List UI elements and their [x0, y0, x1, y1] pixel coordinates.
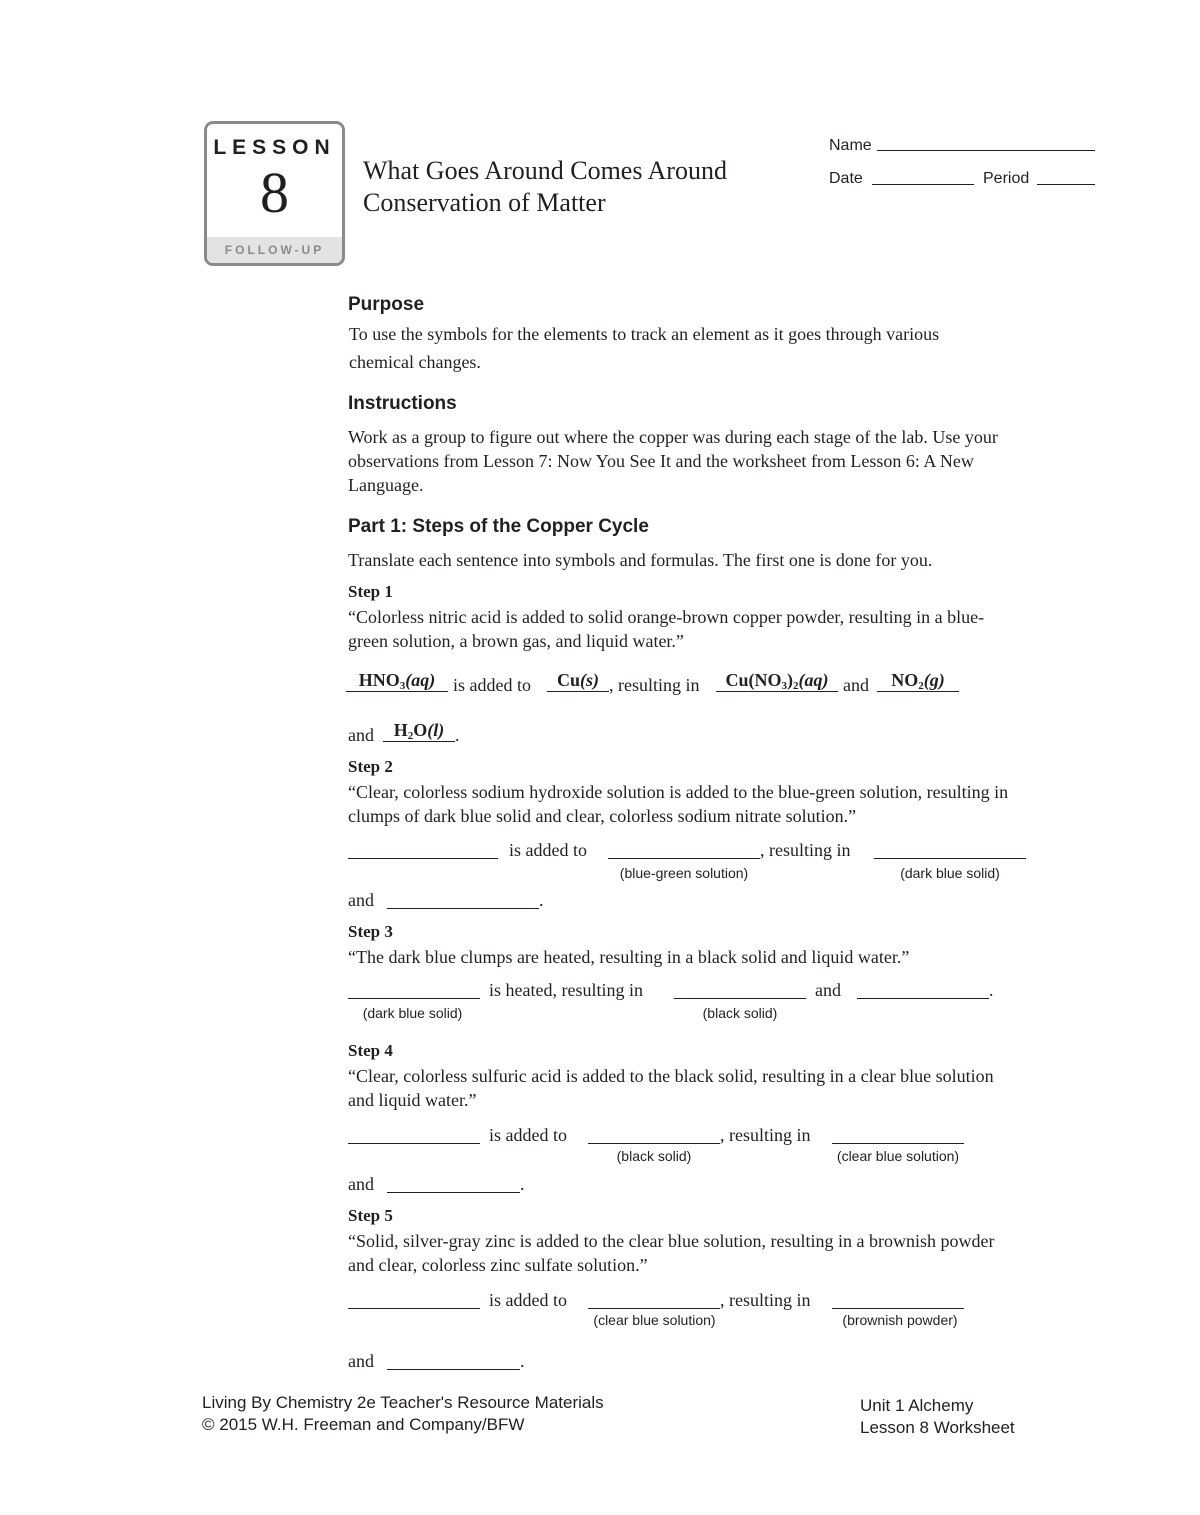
step-5-quote-line-2: and clear, colorless zinc sulfate solution.” [348, 1255, 648, 1275]
step-5-quote-line-1: “Solid, silver-gray zinc is added to the clear blue solution, resulting in a brownish powder [348, 1231, 995, 1251]
step-1-and-2: and [348, 725, 374, 745]
part1-intro: Translate each sentence into symbols and formulas. The first one is done for you. [348, 550, 933, 570]
formula-subscript: 2 [918, 680, 924, 692]
step-1-answer-b[interactable] [547, 669, 609, 692]
formula-state: (aq) [405, 670, 436, 690]
step-4-and: and [348, 1174, 374, 1194]
step-1-is-added-to: is added to [453, 675, 531, 695]
step-4-answer-b[interactable] [588, 1121, 720, 1144]
step-4-quote-line-1: “Clear, colorless sulfuric acid is added to the black solid, resulting in a clear blue solution [348, 1066, 994, 1086]
formula-text: Cu [556, 670, 580, 690]
step-1-quote [348, 605, 984, 653]
step-2-resulting-in: , resulting in [760, 840, 851, 860]
step-2-quote-line-1: “Clear, colorless sodium hydroxide solution is added to the blue-green solution, resulting in [348, 782, 1009, 802]
footer-lesson: Lesson 8 Worksheet [860, 1418, 1015, 1437]
footer-left [202, 1392, 604, 1436]
step-2-answer-d[interactable] [387, 886, 539, 909]
formula-subscript: 2 [407, 730, 414, 742]
formula-state: (aq) [798, 670, 829, 690]
step-5-answer-c[interactable] [832, 1286, 964, 1309]
formula-subscript: 3 [781, 680, 787, 692]
footer-unit: Unit 1 Alchemy [860, 1396, 974, 1415]
page-title [363, 155, 727, 219]
title-line-1: What Goes Around Comes Around [363, 156, 727, 185]
footer-copyright: © 2015 W.H. Freeman and Company/BFW [202, 1415, 525, 1434]
step-4-answer-d[interactable] [387, 1170, 520, 1193]
step-1-answer-d[interactable] [877, 669, 959, 692]
step-1-answer-a[interactable] [346, 669, 448, 692]
step-5-resulting-in: , resulting in [720, 1290, 811, 1310]
instructions-heading: Instructions [348, 393, 457, 414]
step-5-is-added-to: is added to [489, 1290, 567, 1310]
step-3-quote-line-1: “The dark blue clumps are heated, resulting in a black solid and liquid water.” [348, 947, 910, 967]
date-field[interactable] [872, 170, 974, 185]
step-5-period: . [520, 1351, 525, 1371]
footer-publication: Living By Chemistry 2e Teacher's Resource Materials [202, 1393, 604, 1412]
step-1-quote-line-1: “Colorless nitric acid is added to solid orange-brown copper powder, resulting in a blue- [348, 607, 985, 627]
step-1-quote-line-2: green solution, a brown gas, and liquid water.” [348, 631, 684, 651]
formula-subscript: 3 [399, 680, 406, 692]
formula-text: H [393, 720, 408, 740]
step-3-label: Step 3 [348, 922, 393, 941]
formula-state: (g) [923, 670, 945, 690]
step-2-period: . [539, 890, 544, 910]
step-2-is-added-to: is added to [509, 840, 587, 860]
step-3-answer-c[interactable] [857, 976, 989, 999]
step-3-caption-b: (black solid) [702, 1005, 778, 1021]
step-4-quote-line-2: and liquid water.” [348, 1090, 477, 1110]
step-5-quote [348, 1229, 995, 1277]
step-3-answer-b[interactable] [674, 976, 806, 999]
purpose-line-1: To use the symbols for the elements to track an element as it goes through various [349, 324, 940, 344]
step-4-quote [348, 1064, 994, 1112]
lesson-word: LESSON [213, 136, 336, 159]
step-2-and: and [348, 890, 374, 910]
step-1-period: . [455, 725, 460, 745]
title-line-2: Conservation of Matter [363, 188, 606, 217]
purpose-line-2: chemical changes. [349, 352, 481, 372]
step-2-quote [348, 780, 1008, 828]
formula-text: HNO [358, 670, 400, 690]
formula-subscript: 2 [793, 680, 799, 692]
step-2-answer-a[interactable] [348, 836, 498, 859]
step-4-resulting-in: , resulting in [720, 1125, 811, 1145]
step-2-label: Step 2 [348, 757, 393, 776]
step-3-and: and [815, 980, 841, 1000]
step-5-answer-d[interactable] [387, 1347, 520, 1370]
date-label: Date [829, 170, 863, 187]
step-4-answer-c[interactable] [832, 1121, 964, 1144]
step-4-caption-c: (clear blue solution) [836, 1148, 960, 1164]
step-2-quote-line-2: clumps of dark blue solid and clear, colorless sodium nitrate solution.” [348, 806, 857, 826]
instructions-text [348, 425, 998, 497]
step-5-answer-a[interactable] [348, 1286, 480, 1309]
step-3-quote [348, 945, 909, 969]
period-field[interactable] [1037, 170, 1095, 185]
formula-text: O [413, 720, 428, 740]
step-2-answer-b[interactable] [608, 836, 760, 859]
step-5-and: and [348, 1351, 374, 1371]
period-label: Period [983, 170, 1030, 187]
footer-right [860, 1395, 1015, 1439]
step-2-caption-b: (blue-green solution) [619, 865, 749, 881]
instructions-line-2: observations from Lesson 7: Now You See It and the worksheet from Lesson 6: A New [348, 451, 974, 471]
follow-up-tag: FOLLOW-UP [207, 237, 342, 263]
step-5-label: Step 5 [348, 1206, 393, 1225]
step-1-resulting-in: , resulting in [609, 675, 700, 695]
part1-heading: Part 1: Steps of the Copper Cycle [348, 516, 649, 537]
step-3-period: . [989, 980, 994, 1000]
name-label: Name [829, 137, 872, 154]
step-4-is-added-to: is added to [489, 1125, 567, 1145]
step-4-period: . [520, 1174, 525, 1194]
formula-state: (s) [580, 670, 599, 690]
step-2-answer-c[interactable] [874, 836, 1026, 859]
name-field[interactable] [877, 136, 1095, 151]
step-4-caption-b: (black solid) [616, 1148, 692, 1164]
step-4-label: Step 4 [348, 1041, 393, 1060]
formula-text: Cu(NO [725, 670, 782, 690]
lesson-badge [204, 121, 345, 266]
instructions-line-1: Work as a group to figure out where the copper was during each stage of the lab. Use your [348, 427, 998, 447]
formula-text: ) [787, 670, 793, 690]
step-3-is-heated: is heated, resulting in [489, 980, 643, 1000]
formula-text: NO [891, 670, 919, 690]
purpose-text [349, 322, 939, 374]
step-4-answer-a[interactable] [348, 1121, 480, 1144]
step-5-caption-c: (brownish powder) [842, 1312, 958, 1328]
purpose-heading: Purpose [348, 294, 425, 315]
step-5-answer-b[interactable] [588, 1286, 720, 1309]
step-1-and: and [843, 675, 869, 695]
step-3-caption-a: (dark blue solid) [362, 1005, 463, 1021]
step-1-answer-c[interactable] [716, 669, 838, 692]
step-3-answer-a[interactable] [348, 976, 480, 999]
step-2-caption-c: (dark blue solid) [900, 865, 1000, 881]
formula-state: (l) [427, 720, 445, 740]
step-5-caption-b: (clear blue solution) [593, 1312, 716, 1328]
instructions-line-3: Language. [348, 475, 424, 495]
step-1-answer-e[interactable] [383, 719, 455, 742]
step-1-label: Step 1 [348, 582, 393, 601]
lesson-number: 8 [260, 160, 289, 225]
